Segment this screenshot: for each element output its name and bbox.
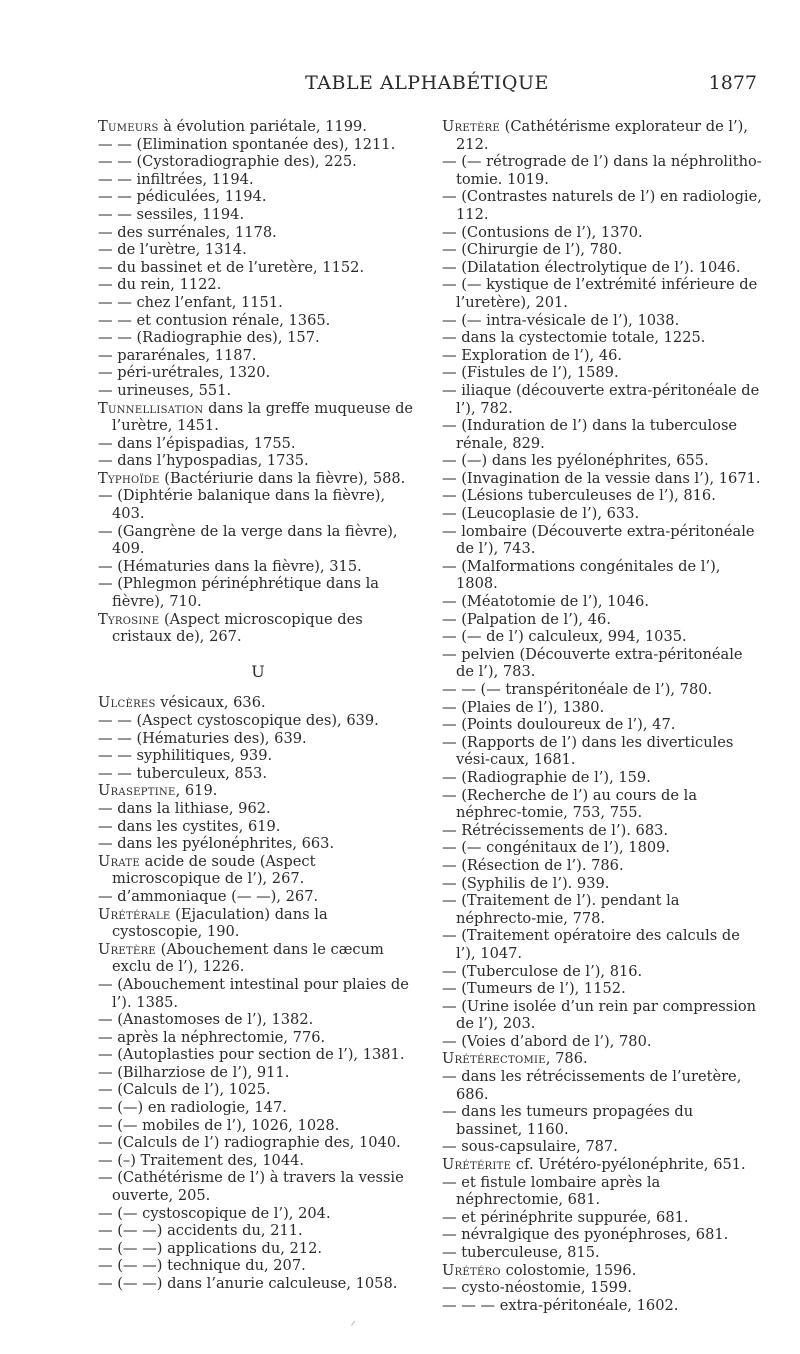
page-header — [97, 72, 757, 102]
index-headword-entry — [98, 853, 418, 888]
entry-text: — (Phlegmon périnéphrétique dans la fièvre), 710. — [98, 575, 379, 611]
headword: Uraseptine — [98, 782, 176, 800]
index-subentry — [98, 1117, 418, 1135]
entry-text: — du rein, 1122. — [98, 276, 222, 294]
index-subentry — [442, 699, 762, 717]
index-subentry — [442, 1033, 762, 1051]
entry-text: — des surrénales, 1178. — [98, 223, 277, 241]
index-subentry — [98, 1275, 418, 1293]
entry-text: — (Traitement de l’). pendant la néphrecto-mie, 778. — [442, 892, 680, 927]
entry-text: — (–) Traitement des, 1044. — [98, 1151, 305, 1169]
entry-text: — (Bilharziose de l’), 911. — [98, 1063, 290, 1081]
index-headword-entry — [98, 694, 418, 712]
running-title: TABLE ALPHABÉTIQUE — [305, 72, 549, 94]
entry-text: — névralgique des pyonéphroses, 681. — [442, 1226, 729, 1244]
index-subentry — [442, 505, 762, 523]
index-subentry — [98, 276, 418, 294]
index-subentry — [98, 1222, 418, 1240]
index-subentry — [442, 593, 762, 611]
index-subentry — [98, 312, 418, 330]
index-subentry — [98, 171, 418, 189]
index-subentry — [442, 646, 762, 681]
index-subentry — [98, 1011, 418, 1029]
entry-text: — urineuses, 551. — [98, 381, 232, 399]
entry-text: — (Plaies de l’), 1380. — [442, 698, 605, 716]
index-subentry — [442, 417, 762, 452]
index-headword-entry — [442, 118, 762, 153]
index-subentry — [98, 1134, 418, 1152]
entry-text: vésicaux, 636. — [155, 694, 266, 712]
index-subentry — [442, 611, 762, 629]
entry-text: — dans les pyélonéphrites, 663. — [98, 835, 335, 853]
index-subentry — [442, 1174, 762, 1209]
entry-text: — et fistule lombaire après la néphrectomie, 681. — [442, 1173, 661, 1209]
index-subentry — [98, 435, 418, 453]
index-subentry — [98, 558, 418, 576]
entry-text: — (Induration de l’) dans la tuberculose rénale, 829. — [442, 417, 738, 452]
index-subentry — [442, 382, 762, 417]
index-subentry — [442, 839, 762, 857]
headword: Uretère — [98, 940, 157, 958]
index-subentry — [98, 1081, 418, 1099]
index-subentry — [98, 523, 418, 558]
index-subentry — [442, 892, 762, 927]
entry-text: — (Syphilis de l’). 939. — [442, 874, 610, 892]
index-headword-entry — [98, 782, 418, 800]
entry-text: — (Tumeurs de l’), 1152. — [442, 980, 626, 998]
entry-text: — (Voies d’abord de l’), 780. — [442, 1032, 652, 1050]
index-subentry — [442, 628, 762, 646]
index-column-right — [442, 118, 762, 1314]
entry-text: (Abouchement dans le cæcum exclu de l’), 1226. — [112, 940, 384, 976]
headword: Tumeurs — [98, 118, 159, 135]
entry-text: — (Calculs de l’) radiographie des, 1040. — [98, 1134, 401, 1152]
index-subentry — [442, 822, 762, 840]
index-subentry — [442, 857, 762, 875]
index-subentry — [98, 712, 418, 730]
entry-text: — (— —) dans l’anurie calculeuse, 1058. — [98, 1275, 398, 1292]
entry-text: colostomie, 1596. — [500, 1261, 637, 1279]
headword: Urétérale — [98, 905, 171, 923]
index-subentry — [442, 487, 762, 505]
entry-text: — (— rétrograde de l’) dans la néphrolitho-tomie. 1019. — [442, 153, 762, 188]
entry-text: — (Malformations congénitales de l’), 1808. — [442, 557, 721, 593]
index-subentry — [442, 716, 762, 734]
entry-text: — (— kystique de l’extrémité inférieure de l’uretère), 201. — [442, 276, 758, 311]
index-subentry — [442, 558, 762, 593]
index-subentry — [98, 329, 418, 347]
entry-text: — (Dilatation électrolytique de l’). 1046. — [442, 258, 741, 276]
index-subentry — [442, 241, 762, 259]
entry-text: — dans l’hypospadias, 1735. — [98, 452, 309, 470]
entry-text: — dans la cystectomie totale, 1225. — [442, 329, 706, 347]
entry-text: à évolution pariétale, 1199. — [158, 118, 367, 135]
entry-text: — (— —) applications du, 212. — [98, 1239, 323, 1257]
entry-text: — (Lésions tuberculeuses de l’), 816. — [442, 487, 716, 505]
index-subentry — [442, 224, 762, 242]
index-subentry — [442, 153, 762, 188]
entry-text: — (—) en radiologie, 147. — [98, 1099, 287, 1117]
entry-text: — (Tuberculose de l’), 816. — [442, 962, 643, 980]
entry-text: dans la greffe muqueuse de l’urètre, 1451. — [112, 399, 414, 435]
headword: Urétéro — [442, 1261, 501, 1279]
index-subentry — [442, 312, 762, 330]
index-headword-entry — [98, 906, 418, 941]
entry-text: — (Hématuries dans la fièvre), 315. — [98, 557, 362, 575]
entry-text: — dans les cystites, 619. — [98, 817, 281, 835]
index-subentry — [98, 294, 418, 312]
index-subentry — [442, 980, 762, 998]
entry-text: — pararénales, 1187. — [98, 346, 257, 364]
entry-text: cf. Urétéro-pyélonéphrite, 651. — [511, 1156, 746, 1174]
index-subentry — [442, 1226, 762, 1244]
section-letter: U — [251, 661, 265, 681]
entry-text: — — sessiles, 1194. — [98, 205, 245, 223]
index-subentry — [98, 1169, 418, 1204]
entry-text: — (Contrastes naturels de l’) en radiologie, 112. — [442, 188, 762, 223]
entry-text: — (Abouchement intestinal pour plaies de l’). 1385. — [98, 975, 409, 1011]
entry-text: (Bactériurie dans la fièvre), 588. — [159, 469, 406, 487]
entry-text: — (— cystoscopique de l’), 204. — [98, 1204, 331, 1222]
headword: Tyrosine — [98, 610, 160, 628]
entry-text: — (Radiographie de l’), 159. — [442, 768, 651, 786]
index-subentry — [98, 382, 418, 400]
entry-text: — du bassinet et de l’uretère, 1152. — [98, 258, 365, 276]
entry-text: — (Calculs de l’), 1025. — [98, 1081, 271, 1099]
entry-text: — — (Cystoradiographie des), 225. — [98, 153, 357, 171]
index-subentry — [98, 364, 418, 382]
entry-text: — — (— transpéritonéale de l’), 780. — [442, 681, 713, 698]
entry-text: — — syphilitiques, 939. — [98, 747, 273, 765]
index-subentry — [98, 241, 418, 259]
entry-text: — (— —) technique du, 207. — [98, 1257, 306, 1275]
index-headword-entry — [442, 1050, 762, 1068]
entry-text: — (Gangrène de la verge dans la fièvre), 409. — [98, 522, 398, 558]
index-subentry — [98, 487, 418, 522]
index-subentry — [98, 730, 418, 748]
index-subentry — [98, 1046, 418, 1064]
entry-text: — — chez l’enfant, 1151. — [98, 293, 283, 311]
entry-text: — d’ammoniaque (— —), 267. — [98, 887, 319, 905]
entry-text: — (—) dans les pyélonéphrites, 655. — [442, 452, 709, 470]
entry-text: — dans la lithiase, 962. — [98, 799, 271, 817]
index-subentry — [442, 470, 762, 488]
entry-text: — (Leucoplasie de l’), 633. — [442, 505, 640, 523]
index-subentry — [442, 875, 762, 893]
entry-text: — sous-capsulaire, 787. — [442, 1138, 618, 1156]
index-subentry — [442, 1297, 762, 1315]
index-subentry — [442, 259, 762, 277]
entry-text: — (— congénitaux de l’), 1809. — [442, 839, 671, 857]
entry-text: — dans les rétrécissements de l’uretère, 686. — [442, 1068, 742, 1103]
entry-text: — (— intra-vésicale de l’), 1038. — [442, 311, 680, 329]
index-subentry — [98, 347, 418, 365]
index-subentry — [442, 963, 762, 981]
entry-text: , 786. — [545, 1050, 588, 1068]
headword: Typhoïde — [98, 469, 160, 487]
headword: Urétérite — [442, 1156, 512, 1174]
index-subentry — [442, 998, 762, 1033]
headword: Ulcères — [98, 694, 156, 712]
entry-text: (Ejaculation) dans la cystoscopie, 190. — [112, 905, 328, 941]
entry-text: — (Méatotomie de l’), 1046. — [442, 593, 649, 611]
index-subentry — [442, 787, 762, 822]
index-headword-entry — [98, 470, 418, 488]
entry-text: — Rétrécissements de l’). 683. — [442, 821, 669, 839]
entry-text: — cysto-néostomie, 1599. — [442, 1279, 632, 1297]
entry-text: — dans l’épispadias, 1755. — [98, 434, 296, 452]
index-headword-entry — [442, 1156, 762, 1174]
index-headword-entry — [98, 118, 418, 136]
index-subentry — [442, 329, 762, 347]
index-subentry — [98, 1029, 418, 1047]
index-subentry — [442, 276, 762, 311]
entry-text: — pelvien (Découverte extra-péritonéale de l’), 783. — [442, 645, 743, 681]
index-subentry — [98, 976, 418, 1011]
entry-text: — (Contusions de l’), 1370. — [442, 223, 643, 241]
entry-text: — (Diphtérie balanique dans la fièvre), 403. — [98, 487, 386, 523]
index-subentry — [442, 734, 762, 769]
page-number: 1877 — [708, 72, 757, 94]
headword: Uretère — [442, 118, 501, 135]
entry-text: — — infiltrées, 1194. — [98, 170, 254, 188]
entry-text: — (Cathétérisme de l’) à travers la vessie ouverte, 205. — [98, 1169, 404, 1205]
entry-text: (Cathétérisme explorateur de l’), 212. — [456, 118, 748, 153]
index-subentry — [98, 1240, 418, 1258]
entry-text: — iliaque (découverte extra-péritonéale de l’), 782. — [442, 381, 760, 417]
index-subentry — [442, 347, 762, 365]
entry-text: — (Urine isolée d’un rein par compression de l’), 203. — [442, 997, 757, 1033]
index-subentry — [98, 153, 418, 171]
headword: Urétérectomie — [442, 1050, 546, 1068]
entry-text: — de l’urètre, 1314. — [98, 241, 247, 259]
entry-text: — — (Aspect cystoscopique des), 639. — [98, 712, 379, 729]
entry-text: — Exploration de l’), 46. — [442, 346, 623, 364]
entry-text: — — tuberculeux, 853. — [98, 764, 267, 782]
index-subentry — [98, 818, 418, 836]
entry-text: — (Autoplasties pour section de l’), 1381. — [98, 1046, 405, 1064]
index-subentry — [98, 575, 418, 610]
index-subentry — [98, 1257, 418, 1275]
index-subentry — [98, 1152, 418, 1170]
index-headword-entry — [442, 1262, 762, 1280]
entry-text: — — et contusion rénale, 1365. — [98, 311, 331, 329]
entry-text: — — (Elimination spontanée des), 1211. — [98, 135, 396, 153]
stray-mark — [351, 1321, 360, 1330]
entry-text: — — (Radiographie des), 157. — [98, 329, 320, 347]
entry-text: — (Rapports de l’) dans les diverticules vési-caux, 1681. — [442, 733, 734, 769]
index-subentry — [442, 1103, 762, 1138]
entry-text: — (— mobiles de l’), 1026, 1028. — [98, 1116, 340, 1134]
index-subentry — [98, 259, 418, 277]
index-headword-entry — [98, 400, 418, 435]
entry-text: (Aspect microscopique des cristaux de), 267. — [112, 610, 363, 646]
entry-text: — (Traitement opératoire des calculs de l’), 1047. — [442, 927, 740, 962]
index-subentry — [442, 188, 762, 223]
entry-text: — — (Hématuries des), 639. — [98, 729, 307, 747]
entry-text: — (Fistules de l’), 1589. — [442, 364, 619, 382]
entry-text: — (Invagination de la vessie dans l’), 1671. — [442, 469, 761, 487]
index-subentry — [98, 224, 418, 242]
entry-text: — dans les tumeurs propagées du bassinet, 1160. — [442, 1103, 694, 1138]
index-subentry — [98, 452, 418, 470]
entry-text: — (Palpation de l’), 46. — [442, 610, 611, 628]
index-headword-entry — [98, 941, 418, 976]
index-subentry — [442, 1244, 762, 1262]
index-subentry — [98, 800, 418, 818]
entry-text: — (Recherche de l’) au cours de la néphrec-tomie, 753, 755. — [442, 786, 698, 822]
index-subentry — [98, 1064, 418, 1082]
index-headword-entry — [98, 611, 418, 646]
entry-text: — (Résection de l’). 786. — [442, 856, 624, 874]
index-subentry — [98, 765, 418, 783]
index-subentry — [442, 927, 762, 962]
headword: Tunnellisation — [98, 399, 204, 417]
index-subentry — [442, 523, 762, 558]
entry-text: , 619. — [175, 782, 218, 800]
index-subentry — [98, 747, 418, 765]
index-subentry — [442, 1138, 762, 1156]
headword: Urate — [98, 852, 140, 870]
index-subentry — [98, 1205, 418, 1223]
index-subentry — [98, 888, 418, 906]
entry-text: — (Anastomoses de l’), 1382. — [98, 1011, 314, 1029]
entry-text: — lombaire (Découverte extra-péritonéale de l’), 743. — [442, 522, 755, 558]
index-subentry — [442, 364, 762, 382]
entry-text: — — pédiculées, 1194. — [98, 188, 267, 206]
index-subentry — [442, 1209, 762, 1227]
entry-text: — tuberculeuse, 815. — [442, 1244, 600, 1261]
index-subentry — [442, 1279, 762, 1297]
index-subentry — [442, 1068, 762, 1103]
index-subentry — [98, 835, 418, 853]
index-column-left — [98, 118, 418, 1293]
entry-text: — (Chirurgie de l’), 780. — [442, 241, 623, 259]
entry-text: — (— de l’) calculeux, 994, 1035. — [442, 628, 687, 646]
entry-text: — (— —) accidents du, 211. — [98, 1222, 303, 1240]
entry-text: — (Points douloureux de l’), 47. — [442, 716, 676, 734]
index-subentry — [98, 1099, 418, 1117]
entry-text: — péri-urétrales, 1320. — [98, 364, 271, 382]
entry-text: — et périnéphrite suppurée, 681. — [442, 1208, 689, 1226]
index-subentry — [442, 452, 762, 470]
index-subentry — [98, 206, 418, 224]
entry-text: — après la néphrectomie, 776. — [98, 1028, 326, 1046]
entry-text: acide de soude (Aspect microscopique de l’), 267. — [112, 852, 316, 888]
entry-text: — — — extra-péritonéale, 1602. — [442, 1296, 679, 1314]
index-subentry — [98, 188, 418, 206]
index-subentry — [442, 681, 762, 699]
index-subentry — [98, 136, 418, 154]
index-subentry — [442, 769, 762, 787]
